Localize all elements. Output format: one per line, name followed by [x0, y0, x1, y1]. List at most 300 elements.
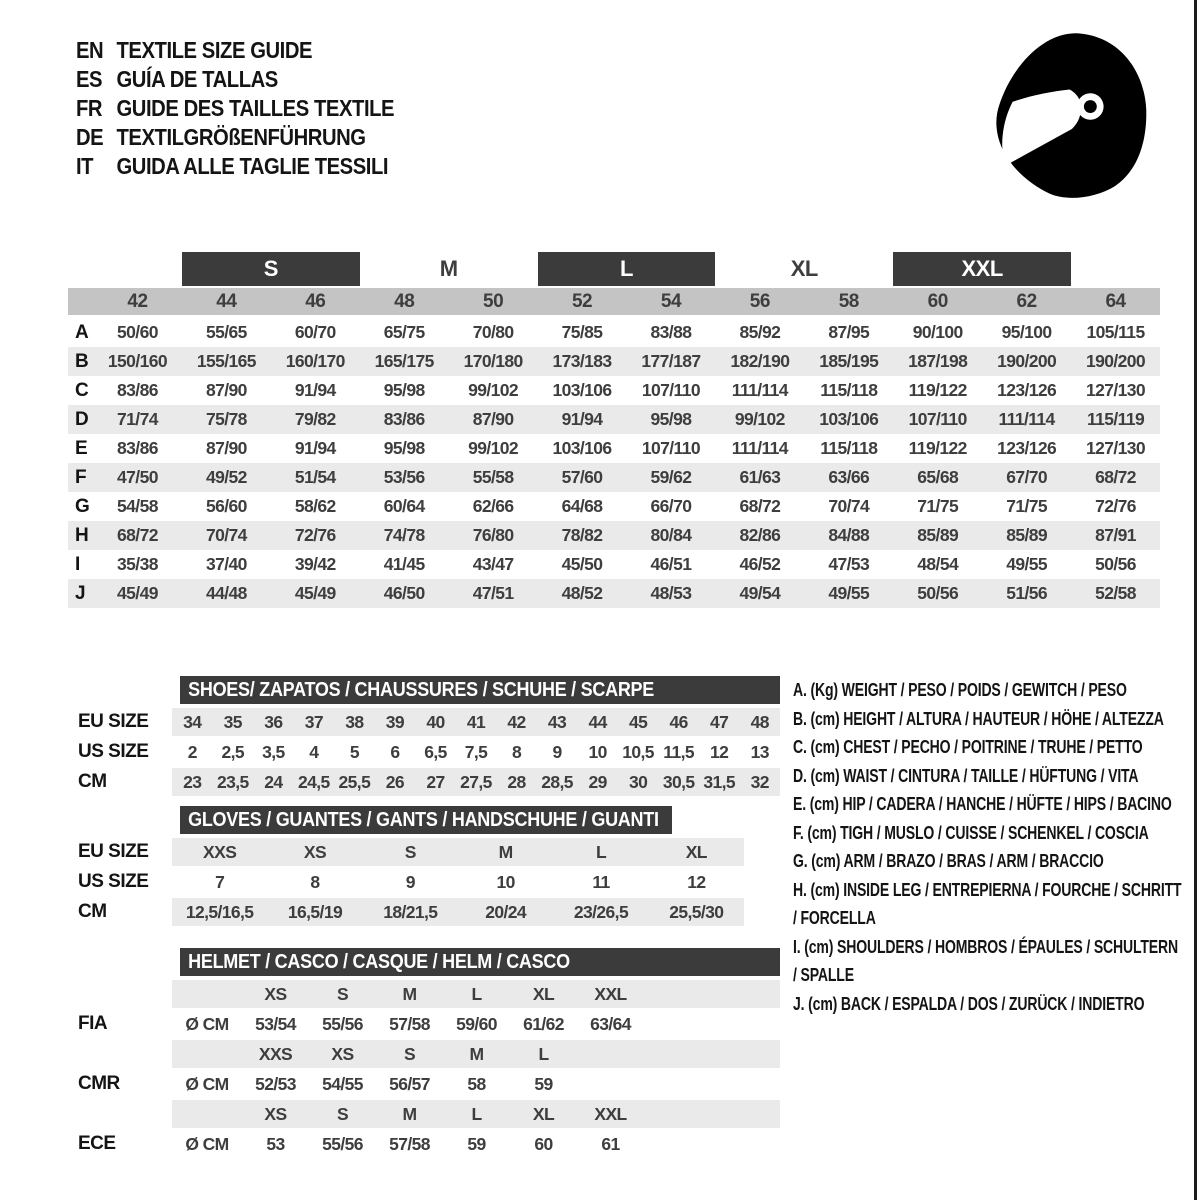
size-value-cell: 52/58: [1095, 583, 1136, 603]
size-value-cell: 44/48: [205, 583, 247, 603]
size-value-cell: 87/90: [472, 409, 514, 429]
size-value-cell: 111/114: [731, 438, 788, 458]
language-code: IT: [76, 153, 94, 179]
textile-row-f: [68, 463, 1160, 492]
sub-cell: XS: [303, 841, 327, 862]
size-value-cell: 115/119: [1086, 409, 1145, 429]
legend-item: A. (Kg) WEIGHT / PESO / POIDS / GEWITCH / PESO: [793, 680, 1127, 700]
sub-cell: 30,5: [662, 771, 695, 792]
sub-cell: L: [595, 841, 607, 862]
sub-cell: 7: [215, 871, 225, 892]
size-value-cell: 51/56: [1006, 583, 1048, 603]
size-value-cell: 107/110: [641, 380, 700, 400]
sub-row-values: [172, 1040, 780, 1068]
size-col-header: 64: [1105, 290, 1126, 312]
sub-cell: M: [402, 983, 417, 1004]
sub-cell: S: [336, 983, 349, 1004]
language-code: FR: [76, 95, 103, 121]
textile-row-h: [68, 521, 1160, 550]
size-value-cell: 95/98: [383, 438, 425, 458]
size-value-cell: 50/56: [1095, 554, 1136, 574]
shoes-table: [68, 676, 780, 798]
sub-cell: 18/21,5: [383, 901, 438, 922]
language-title: TEXTILE SIZE GUIDE: [116, 37, 313, 63]
sub-cell: 46: [669, 711, 688, 732]
page-right-border: [1194, 0, 1197, 1200]
size-value-cell: 71/75: [917, 496, 959, 516]
sub-cell: 11: [592, 871, 610, 892]
size-value-cell: 65/68: [917, 467, 959, 487]
size-value-cell: 123/126: [997, 380, 1057, 400]
size-value-cell: 68/72: [117, 525, 158, 545]
size-col-header: 54: [660, 290, 682, 312]
sub-cell: M: [402, 1103, 417, 1124]
sub-cell: 2,5: [221, 741, 245, 762]
size-value-cell: 70/80: [472, 322, 514, 342]
sub-row: [68, 1070, 780, 1098]
size-value-cell: 72/76: [294, 525, 336, 545]
sub-cell: 23: [183, 771, 202, 792]
size-value-cell: 46/52: [739, 554, 781, 574]
sub-cell: S: [403, 1043, 416, 1064]
language-code: ES: [76, 66, 103, 92]
size-value-cell: 61/63: [739, 467, 781, 487]
language-row: [76, 36, 394, 65]
size-value-cell: 185/195: [819, 351, 879, 371]
textile-row-i: [68, 550, 1160, 579]
sub-row-values: [172, 768, 780, 796]
size-value-cell: 115/118: [820, 438, 878, 458]
sub-row-label: [68, 980, 172, 1008]
sub-row-values: [172, 738, 780, 766]
size-value-cell: 160/170: [285, 351, 345, 371]
section-title-bar: [180, 948, 780, 976]
sub-cell: 53: [266, 1133, 285, 1154]
sub-cell: 25,5/30: [669, 901, 724, 922]
size-value-cell: 50/60: [117, 322, 158, 342]
sub-row-values: [172, 1130, 780, 1158]
sub-cell: 42: [507, 711, 526, 732]
size-value-cell: 105/115: [1086, 322, 1145, 342]
sub-cell: 6: [390, 741, 400, 762]
size-value-cell: 46/51: [650, 554, 692, 574]
size-value-cell: 56/60: [205, 496, 247, 516]
sub-cell: 60: [534, 1133, 553, 1154]
textile-row-a: [68, 318, 1160, 347]
language-row: [76, 94, 394, 123]
sub-cell: 6,5: [424, 741, 447, 762]
size-value-cell: 91/94: [294, 438, 336, 458]
size-value-cell: 66/70: [650, 496, 692, 516]
sub-cell: XS: [264, 1103, 287, 1124]
size-value-cell: 75/85: [561, 322, 603, 342]
sub-cell: 44: [588, 711, 607, 732]
sub-row-label: US SIZE: [78, 741, 149, 762]
sub-cell: 31,5: [703, 771, 736, 792]
size-value-cell: 57/60: [561, 467, 603, 487]
size-value-cell: 48/54: [917, 554, 959, 574]
sub-cell: M: [498, 841, 513, 862]
size-value-cell: 150/160: [107, 351, 167, 371]
size-value-cell: 87/91: [1095, 525, 1136, 545]
sub-cell: Ø CM: [185, 1133, 229, 1154]
sub-cell: 4: [309, 741, 319, 762]
helmet-icon: [972, 26, 1167, 206]
sub-cell: 20/24: [485, 901, 527, 922]
row-letter: C: [75, 379, 89, 401]
legend-item: C. (cm) CHEST / PECHO / POITRINE / TRUHE / PETTO: [793, 737, 1143, 757]
size-value-cell: 87/95: [828, 322, 870, 342]
sub-cell: L: [538, 1043, 549, 1064]
sub-row-label: CM: [78, 771, 107, 792]
size-value-cell: 111/114: [998, 409, 1055, 429]
textile-row-d: [68, 405, 1160, 434]
legend-item: B. (cm) HEIGHT / ALTURA / HAUTEUR / HÖHE / ALTEZZA: [793, 708, 1164, 729]
sub-cell: 29: [588, 771, 607, 792]
sub-cell: 57/58: [389, 1013, 430, 1034]
size-value-cell: 65/75: [383, 322, 425, 342]
size-value-cell: 48/53: [650, 583, 692, 603]
sub-row-label: [68, 1040, 172, 1068]
textile-row-j: [68, 579, 1160, 608]
size-value-cell: 99/102: [468, 380, 519, 400]
size-col-header: 62: [1016, 290, 1037, 312]
size-value-cell: 170/180: [463, 351, 523, 371]
sub-cell: 28: [507, 771, 526, 792]
section-title-bar: [180, 806, 672, 834]
size-value-cell: 71/74: [117, 409, 158, 429]
sub-cell: 23/26,5: [573, 901, 629, 922]
size-value-cell: 71/75: [1006, 496, 1048, 516]
sub-cell: 13: [750, 741, 769, 762]
textile-table-body: [68, 318, 1160, 608]
sub-cell: 54/55: [322, 1073, 363, 1094]
size-value-cell: 59/62: [650, 467, 692, 487]
size-value-cell: 107/110: [641, 438, 700, 458]
sub-cell: XXL: [594, 1103, 627, 1124]
size-value-cell: 64/68: [561, 496, 603, 516]
measurement-legend: [793, 676, 1183, 1018]
numeric-size-row: [68, 288, 1160, 315]
size-value-cell: 111/114: [731, 380, 788, 400]
size-value-cell: 83/88: [650, 322, 692, 342]
row-letter: G: [75, 495, 90, 517]
language-title: GUÍA DE TALLAS: [116, 66, 278, 92]
size-value-cell: 70/74: [828, 496, 870, 516]
sub-cell: L: [471, 983, 482, 1004]
size-value-cell: 78/82: [561, 525, 603, 545]
sub-cell: XL: [532, 983, 555, 1004]
legend-item: J. (cm) BACK / ESPALDA / DOS / ZURÜCK / INDIETRO: [793, 993, 1145, 1014]
sub-cell: 10: [588, 741, 607, 762]
sub-cell: 56/57: [389, 1073, 430, 1094]
textile-row-g: [68, 492, 1160, 521]
sub-row-label: [68, 1100, 172, 1128]
size-value-cell: 84/88: [828, 525, 870, 545]
sub-row-label: ECE: [78, 1133, 116, 1154]
language-title: TEXTILGRÖßENFÜHRUNG: [116, 124, 366, 150]
size-value-cell: 103/106: [552, 438, 612, 458]
section-title: SHOES/ ZAPATOS / CHAUSSURES / SCHUHE / SCARPE: [188, 678, 655, 701]
sub-cell: 41: [466, 711, 486, 732]
sub-cell: 40: [426, 711, 445, 732]
sub-row-values: [172, 838, 744, 866]
sub-cell: 34: [183, 711, 202, 732]
size-value-cell: 127/130: [1086, 438, 1146, 458]
sub-cell: 3,5: [262, 741, 285, 762]
sub-cell: 8: [310, 871, 320, 892]
sub-row: [68, 980, 780, 1008]
sub-row: [68, 838, 780, 866]
sub-cell: Ø CM: [185, 1013, 229, 1034]
sub-cell: 36: [264, 711, 283, 732]
sub-cell: XXL: [594, 983, 627, 1004]
size-value-cell: 85/92: [739, 322, 781, 342]
sub-cell: 10,5: [622, 741, 654, 762]
sub-row-label: FIA: [78, 1013, 108, 1034]
size-value-cell: 91/94: [561, 409, 603, 429]
size-value-cell: 68/72: [739, 496, 781, 516]
sub-cell: XS: [264, 983, 287, 1004]
legend-item: H. (cm) INSIDE LEG / ENTREPIERNA / FOURCHE / SCHRITT / FORCELLA: [793, 879, 1182, 928]
size-value-cell: 55/58: [472, 467, 514, 487]
size-value-cell: 95/98: [383, 380, 425, 400]
size-value-cell: 99/102: [468, 438, 519, 458]
size-value-cell: 49/52: [205, 467, 247, 487]
sub-row: [68, 1130, 780, 1158]
size-value-cell: 83/86: [383, 409, 425, 429]
gloves-table: [68, 806, 780, 928]
size-value-cell: 75/78: [205, 409, 247, 429]
size-value-cell: 82/86: [739, 525, 781, 545]
sub-cell: 52/53: [255, 1073, 296, 1094]
legend-item: D. (cm) WAIST / CINTURA / TAILLE / HÜFTUNG / VITA: [793, 765, 1139, 786]
sub-cell: 23,5: [216, 771, 249, 792]
sub-cell: Ø CM: [185, 1073, 229, 1094]
sub-cell: 24,5: [298, 771, 330, 792]
size-value-cell: 49/54: [739, 583, 781, 603]
size-col-header: 46: [305, 290, 326, 312]
row-letter: J: [75, 582, 86, 604]
visor-pivot-inner: [1084, 100, 1097, 113]
size-value-cell: 90/100: [912, 322, 963, 342]
sub-cell: [577, 1040, 644, 1068]
size-value-cell: 187/198: [908, 351, 968, 371]
size-value-cell: 39/42: [294, 554, 336, 574]
helmet-table: [68, 948, 780, 1160]
sub-row: [68, 738, 780, 766]
size-col-header: 52: [571, 290, 593, 312]
sub-cell: 55/56: [322, 1013, 363, 1034]
sub-cell: 10: [496, 871, 515, 892]
size-value-cell: 155/165: [196, 351, 256, 371]
size-value-cell: 55/65: [205, 322, 247, 342]
row-letter: F: [75, 466, 87, 488]
sub-cell: 55/56: [322, 1133, 363, 1154]
size-value-cell: 87/90: [205, 380, 247, 400]
size-value-cell: 87/90: [205, 438, 247, 458]
sub-cell: L: [471, 1103, 482, 1124]
textile-size-table: [68, 252, 1160, 608]
size-value-cell: 80/84: [650, 525, 692, 545]
size-value-cell: 165/175: [374, 351, 434, 371]
language-row: [76, 123, 394, 152]
sub-cell: 11,5: [663, 741, 694, 762]
row-letter: B: [75, 350, 89, 372]
sub-row-label: CMR: [78, 1073, 120, 1094]
sub-cell: 28,5: [541, 771, 573, 792]
size-value-cell: 85/89: [1006, 525, 1048, 545]
sub-cell: [577, 1070, 644, 1098]
sub-row-values: [172, 1070, 780, 1098]
size-value-cell: 70/74: [205, 525, 247, 545]
row-letter: E: [75, 437, 88, 459]
size-value-cell: 35/38: [117, 554, 158, 574]
legend-item: I. (cm) SHOULDERS / HOMBROS / ÉPAULES / SCHULTERN / SPALLE: [793, 936, 1178, 985]
sub-row: [68, 898, 780, 926]
size-value-cell: 83/86: [117, 438, 158, 458]
size-value-cell: 47/51: [472, 583, 514, 603]
size-value-cell: 190/200: [1086, 351, 1146, 371]
size-value-cell: 177/187: [641, 351, 701, 371]
size-letter-header-row: [68, 252, 1160, 286]
sub-cell: 27,5: [460, 771, 492, 792]
sub-cell: 47: [710, 711, 729, 732]
language-title-list: [76, 36, 394, 181]
size-value-cell: 60/70: [294, 322, 336, 342]
sub-row-label: EU SIZE: [78, 711, 149, 732]
size-col-header: 58: [838, 290, 859, 312]
sub-cell: 48: [750, 711, 769, 732]
textile-row-e: [68, 434, 1160, 463]
size-value-cell: 107/110: [908, 409, 967, 429]
sub-cell: 37: [304, 711, 323, 732]
sub-cell: 59: [467, 1133, 486, 1154]
sub-row-values: [172, 980, 780, 1008]
sub-row-values: [172, 898, 744, 926]
sub-cell: 58: [467, 1073, 486, 1094]
sub-cell: 9: [405, 871, 415, 892]
size-value-cell: 74/78: [383, 525, 425, 545]
sub-cell: 61/62: [523, 1013, 564, 1034]
size-value-cell: 83/86: [117, 380, 158, 400]
size-value-cell: 47/53: [828, 554, 870, 574]
size-value-cell: 53/56: [383, 467, 425, 487]
textile-row-b: [68, 347, 1160, 376]
size-value-cell: 50/56: [917, 583, 959, 603]
sub-cell: [172, 1100, 242, 1128]
size-value-cell: 43/47: [472, 554, 514, 574]
size-value-cell: 37/40: [205, 554, 247, 574]
sub-cell: S: [404, 841, 416, 862]
size-value-cell: 46/50: [383, 583, 425, 603]
size-col-header: 48: [394, 290, 415, 312]
size-value-cell: 76/80: [472, 525, 514, 545]
size-value-cell: 41/45: [383, 554, 425, 574]
sub-cell: 63/64: [590, 1013, 631, 1034]
sub-cell: 43: [547, 711, 567, 732]
size-value-cell: 115/118: [820, 380, 878, 400]
sub-cell: 24: [264, 771, 283, 792]
row-letter: I: [75, 553, 81, 575]
sub-cell: 35: [223, 711, 242, 732]
size-col-header: 42: [127, 290, 148, 312]
sub-row-label: EU SIZE: [78, 841, 149, 862]
language-title: GUIDA ALLE TAGLIE TESSILI: [116, 153, 389, 179]
size-value-cell: 51/54: [294, 467, 336, 487]
size-value-cell: 190/200: [997, 351, 1057, 371]
sub-row: [68, 1100, 780, 1128]
sub-cell: 8: [511, 741, 522, 762]
size-value-cell: 79/82: [294, 409, 336, 429]
section-title: GLOVES / GUANTES / GANTS / HANDSCHUHE / GUANTI: [188, 808, 659, 831]
sub-cell: 9: [552, 741, 562, 762]
sub-row-values: [172, 708, 780, 736]
sub-row-label: CM: [78, 901, 107, 922]
sub-cell: 45: [628, 711, 648, 732]
size-value-cell: 127/130: [1086, 380, 1146, 400]
size-col-header: 50: [483, 290, 504, 312]
sub-row: [68, 1040, 780, 1068]
sub-cell: 59: [534, 1073, 553, 1094]
sub-cell: M: [469, 1043, 484, 1064]
size-value-cell: 49/55: [1006, 554, 1048, 574]
sub-cell: 12: [710, 741, 729, 762]
size-value-cell: 99/102: [734, 409, 785, 429]
sub-row: [68, 708, 780, 736]
size-value-cell: 103/106: [552, 380, 612, 400]
size-value-cell: 67/70: [1006, 467, 1048, 487]
sub-row-values: [172, 868, 744, 896]
size-value-cell: 119/122: [908, 438, 967, 458]
size-value-cell: 85/89: [917, 525, 959, 545]
size-letter-xl: XL: [790, 256, 818, 281]
size-letter-l: L: [538, 252, 716, 286]
sub-cell: 7,5: [464, 741, 488, 762]
sub-cell: 27: [426, 771, 445, 792]
legend-item: F. (cm) TIGH / MUSLO / CUISSE / SCHENKEL / COSCIA: [793, 822, 1149, 843]
sub-row: [68, 768, 780, 796]
sub-row-values: [172, 1100, 780, 1128]
language-code: DE: [76, 124, 104, 150]
sub-row-label: US SIZE: [78, 871, 149, 892]
size-value-cell: 48/52: [561, 583, 603, 603]
language-row: [76, 152, 394, 181]
legend-item: E. (cm) HIP / CADERA / HANCHE / HÜFTE / HIPS / BACINO: [793, 794, 1172, 814]
row-letter: D: [75, 408, 89, 430]
size-value-cell: 58/62: [294, 496, 336, 516]
section-title-bar: [180, 676, 780, 704]
sub-row-values: [172, 1010, 780, 1038]
sub-row: [68, 1010, 780, 1038]
size-value-cell: 45/50: [561, 554, 603, 574]
size-col-header: 56: [749, 290, 770, 312]
size-value-cell: 95/98: [650, 409, 692, 429]
size-value-cell: 63/66: [828, 467, 870, 487]
size-value-cell: 123/126: [997, 438, 1057, 458]
language-title: GUIDE DES TAILLES TEXTILE: [116, 95, 395, 121]
sub-cell: 2: [187, 741, 197, 762]
size-value-cell: 119/122: [908, 380, 967, 400]
size-value-cell: 95/100: [1001, 322, 1052, 342]
sub-cell: 39: [385, 711, 405, 732]
size-col-header: 60: [927, 290, 948, 312]
sub-cell: 61: [601, 1133, 620, 1154]
sub-cell: 30: [628, 771, 648, 792]
size-value-cell: 47/50: [117, 467, 158, 487]
size-value-cell: 182/190: [730, 351, 790, 371]
sub-cell: XXS: [203, 841, 237, 862]
